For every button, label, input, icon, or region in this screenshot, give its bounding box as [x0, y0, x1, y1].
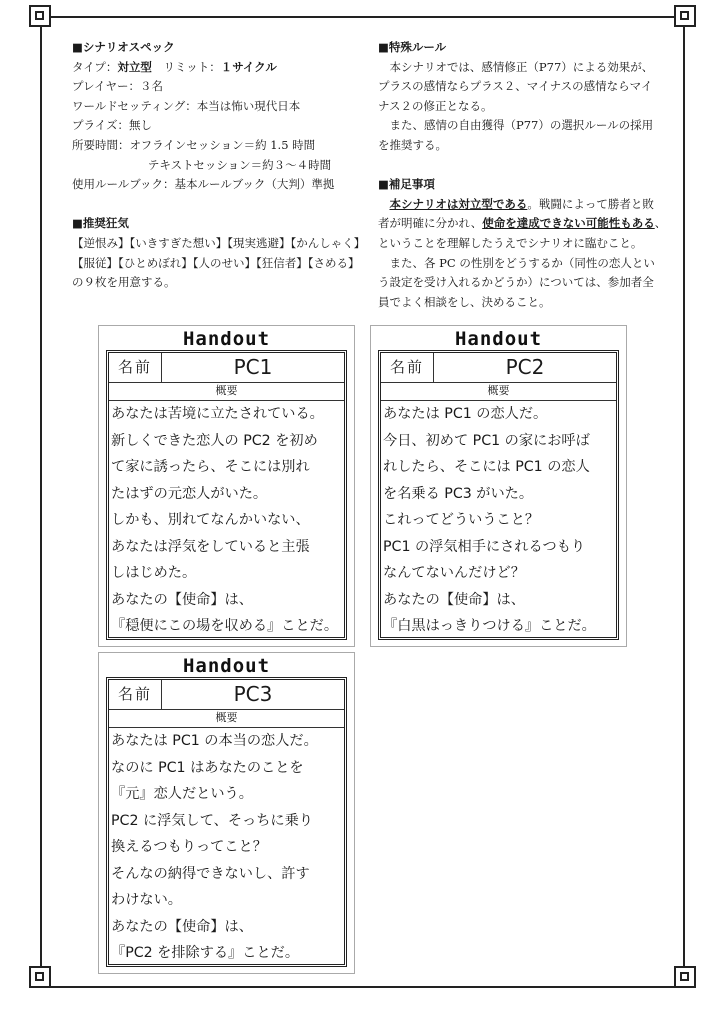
right-column — [378, 38, 668, 312]
handout-line: たはずの元恋人がいた。 — [111, 485, 268, 502]
handout-line: て家に誘ったら、そこには別れ — [111, 459, 310, 475]
handout-line: わけない。 — [111, 892, 182, 908]
madness-line: 【逆恨み】【いきすぎた想い】【現実逃避】【かんしゃく】 — [72, 235, 366, 250]
left-column — [72, 38, 366, 293]
handout-summary-label: 概要 — [109, 710, 344, 728]
handout-title: Handout — [182, 655, 271, 677]
notes-line: 本シナリオは対立型である。戦闘によって勝者と敗 — [389, 196, 654, 211]
handout-title: Handout — [182, 328, 271, 350]
handout-title: Handout — [454, 328, 543, 350]
handout-line: PC1 の浮気相手にされるつもり — [383, 538, 586, 555]
special-rules-line: ナス２の修正となる。 — [378, 98, 493, 113]
spec-world: ワールドセッティング：本当は怖い現代日本 — [72, 98, 301, 113]
handout-line: そんなの納得できないし、許す — [111, 865, 310, 882]
handout-pc3 — [98, 652, 355, 974]
madness-line: 【服従】【ひとめぼれ】【人のせい】【狂信者】【さめる】 — [72, 255, 360, 270]
handout-line: なんてないんだけど？ — [383, 565, 525, 581]
handout-summary-label: 概要 — [381, 383, 616, 401]
handout-name: PC1 — [233, 355, 273, 379]
handout-line: 『元』恋人だという。 — [111, 786, 253, 802]
handout-pc1 — [98, 325, 355, 647]
special-rules-line: また、感情の自由獲得（P77）の選択ルールの採用 — [389, 118, 654, 133]
handout-line: 『白黒はっきりつける』ことだ。 — [383, 618, 596, 634]
handout-name: PC3 — [233, 682, 273, 706]
handout-line: あなたは PC1 の本当の恋人だ。 — [111, 733, 318, 749]
handout-line: あなたは浮気をしていると主張 — [111, 538, 310, 555]
handout-line: しかも、別れてなんかいない、 — [111, 512, 310, 528]
handout-pc2 — [370, 325, 627, 647]
handout-summary-label: 概要 — [109, 383, 344, 401]
handout-name-row — [109, 353, 344, 383]
handout-name-label: 名前 — [381, 353, 434, 382]
corner-ornament — [29, 5, 51, 27]
handout-card — [378, 350, 619, 640]
handout-name-label: 名前 — [109, 353, 162, 382]
handout-name-row — [381, 353, 616, 383]
notes-line: 者が明確に分かれ、使命を達成できない可能性もある、 — [378, 216, 667, 231]
handout-line: あなたは PC1 の恋人だ。 — [383, 406, 548, 422]
handout-line: 『穏便にこの場を収める』ことだ。 — [111, 618, 339, 634]
spec-time-text: テキストセッション＝約３～４時間 — [147, 157, 332, 172]
madness-line: の９枚を用意する。 — [72, 275, 176, 290]
handout-name: PC2 — [505, 355, 545, 379]
notes-line: う設定を受け入れるかどうか）については、参加者全 — [378, 275, 654, 290]
handout-card — [106, 350, 347, 640]
madness-heading: ■推奨狂気 — [72, 216, 129, 231]
spec-time-offline: 所要時間：オフラインセッション＝約 1.5 時間 — [72, 137, 316, 152]
handout-line: 今日、初めて PC1 の家にお呼ば — [383, 432, 590, 449]
notes-line: また、各 PC の性別をどうするか（同性の恋人とい — [389, 255, 655, 270]
notes-line: ということを理解したうえでシナリオに臨むこと。 — [378, 235, 643, 250]
spec-type: タイプ：対立型 リミット：１サイクル — [72, 59, 277, 74]
notes-heading: ■補足事項 — [378, 177, 435, 192]
spec-prize: プライズ：無し — [72, 118, 153, 133]
spec-rulebook: 使用ルールブック：基本ルールブック（大判）準拠 — [72, 177, 335, 192]
handout-line: れしたら、そこには PC1 の恋人 — [383, 459, 590, 475]
handout-line: 換えるつもりってこと？ — [111, 839, 267, 855]
handout-line: PC2 に浮気して、そっちに乗り — [111, 812, 313, 829]
handout-line: あなたは苦境に立たされている。 — [111, 406, 324, 422]
corner-ornament — [29, 966, 51, 988]
handout-line: なのに PC1 はあなたのことを — [111, 759, 304, 776]
handout-body — [381, 401, 616, 640]
handout-line: あなたの【使命】は、 — [111, 591, 253, 608]
handout-line: 『PC2 を排除する』ことだ。 — [111, 945, 300, 961]
corner-ornament — [674, 966, 696, 988]
handout-name-label: 名前 — [109, 680, 162, 709]
handout-line: これってどういうこと？ — [383, 512, 540, 528]
handout-body — [109, 401, 344, 640]
handout-body — [109, 728, 344, 967]
spec-players: プレイヤー：３名 — [72, 79, 163, 94]
notes-line: 員でよく相談をし、決めること。 — [378, 294, 551, 309]
handout-line: あなたの【使命】は、 — [111, 918, 253, 935]
special-rules-heading: ■特殊ルール — [378, 40, 447, 54]
handout-name-row — [109, 680, 344, 710]
handout-line: あなたの【使命】は、 — [383, 591, 525, 608]
handout-card — [106, 677, 347, 967]
special-rules-line: 本シナリオでは、感情修正（P77）による効果が、 — [389, 59, 654, 74]
handout-line: 新しくできた恋人の PC2 を初め — [111, 432, 318, 449]
special-rules-line: を推奨する。 — [378, 137, 447, 152]
special-rules-line: プラスの感情ならプラス２、マイナスの感情ならマイ — [378, 79, 653, 94]
handout-line: を名乗る PC3 がいた。 — [383, 485, 534, 502]
handout-line: しはじめた。 — [111, 565, 197, 581]
spec-heading: ■シナリオスペック — [72, 40, 175, 54]
corner-ornament — [674, 5, 696, 27]
